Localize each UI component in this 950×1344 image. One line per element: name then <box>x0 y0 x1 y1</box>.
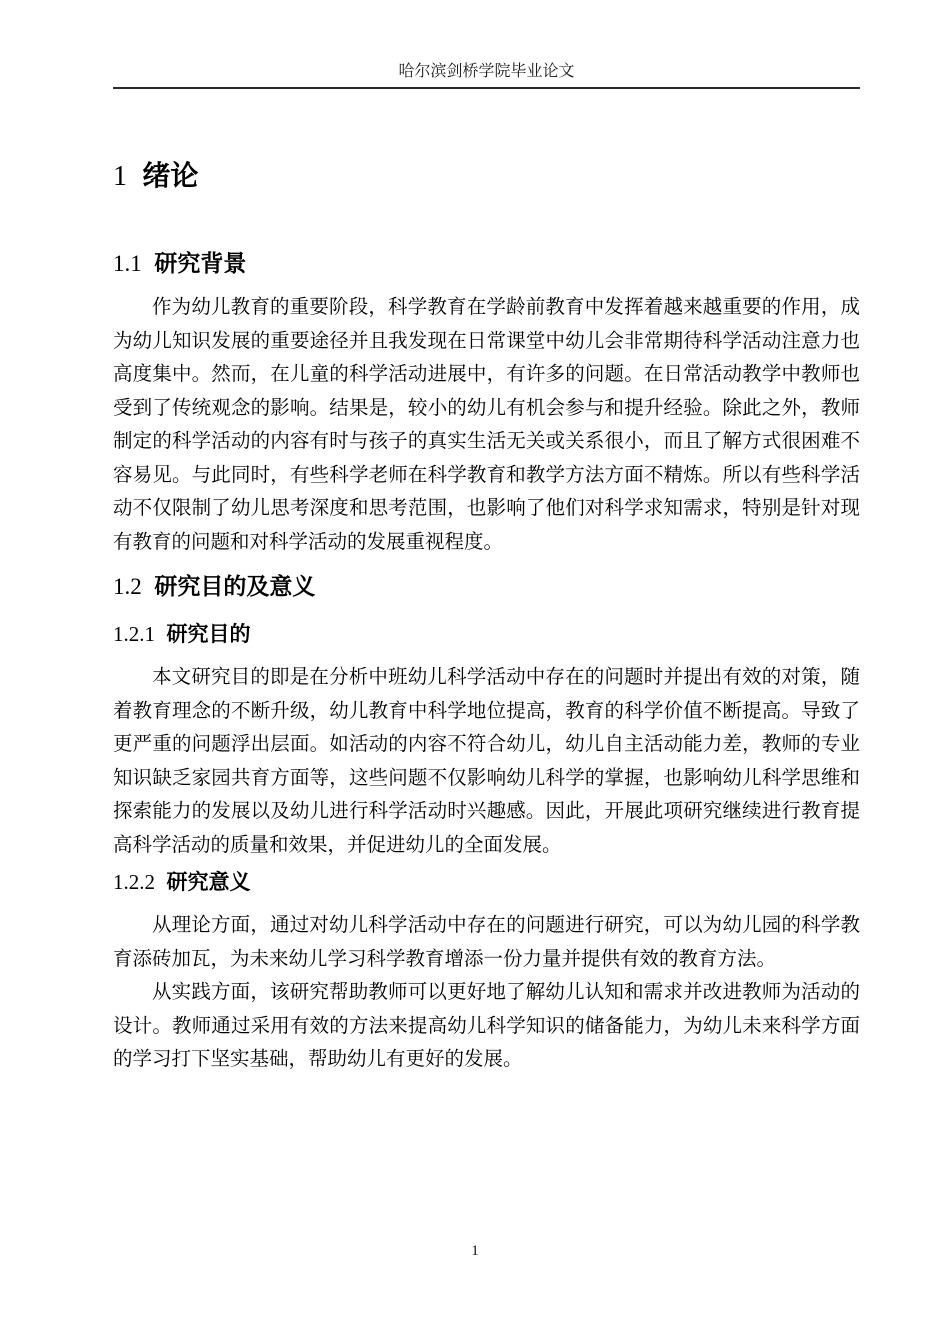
subsection-1-2-2-title: 研究意义 <box>166 871 251 894</box>
running-header <box>113 0 860 89</box>
paragraph-practical-significance: 从实践方面，该研究帮助教师可以更好地了解幼儿认知和需求并改进教师为活动的设计。教师通过采用有效的方法来提高幼儿科学知识的储备能力，为幼儿未来科学方面的学习打下坚实基础，帮助幼儿有更好的发展。 <box>113 982 860 1070</box>
subsection-heading-1-2-1 <box>113 622 860 647</box>
section-1-2-number: 1.2 <box>113 574 142 599</box>
subsection-heading-1-2-2 <box>113 870 860 895</box>
section-heading-1-2 <box>113 573 860 600</box>
paragraph-research-background: 作为幼儿教育的重要阶段，科学教育在学龄前教育中发挥着越来越重要的作用，成为幼儿知识发展的重要途径并且我发现在日常课堂中幼儿会非常期待科学活动注意力也高度集中。然而，在儿童的科学活动进展中，有许多的问题。在日常活动教学中教师也受到了传统观念的影响。结果是，较小的幼儿有机会参与和提升经验。除此之外，教师制定的科学活动的内容有时与孩子的真实生活无关或关系很小，而且了解方式很困难不容易见。与此同时，有些科学老师在科学教育和教学方法方面不精炼。所以有些科学活动不仅限制了幼儿思考深度和思考范围，也影响了他们对科学求知需求，特别是针对现有教育的问题和对科学活动的发展重视程度。 <box>113 297 860 553</box>
chapter-number: 1 <box>113 161 127 192</box>
section-1-1-title: 研究背景 <box>154 250 247 276</box>
paragraph-theoretical-significance: 从理论方面，通过对幼儿科学活动中存在的问题进行研究，可以为幼儿园的科学教育添砖加瓦，为未来幼儿学习科学教育增添一份力量并提供有效的教育方法。 <box>113 915 860 970</box>
subsection-1-2-2-number: 1.2.2 <box>113 870 155 894</box>
subsection-1-2-1-number: 1.2.1 <box>113 622 155 646</box>
section-1-1-number: 1.1 <box>113 251 142 276</box>
chapter-heading <box>113 161 860 192</box>
section-1-2-title: 研究目的及意义 <box>154 573 316 599</box>
chapter-title: 绪论 <box>142 160 199 191</box>
section-heading-1-1 <box>113 250 860 277</box>
running-header-title: 哈尔滨剑桥学院毕业论文 <box>398 63 575 80</box>
page-number: 1 <box>471 1243 479 1259</box>
paragraph-research-purpose: 本文研究目的即是在分析中班幼儿科学活动中存在的问题时并提出有效的对策，随着教育理念的不断升级，幼儿教育中科学地位提高，教育的科学价值不断提高。导致了更严重的问题浮出层面。如活动的内容不符合幼儿，幼儿自主活动能力差，教师的专业知识缺乏家园共育方面等，这些问题不仅影响幼儿科学的掌握，也影响幼儿科学思维和探索能力的发展以及幼儿进行科学活动时兴趣感。因此，开展此项研究继续进行教育提高科学活动的质量和效果，并促进幼儿的全面发展。 <box>113 667 860 856</box>
subsection-1-2-1-title: 研究目的 <box>166 623 251 646</box>
